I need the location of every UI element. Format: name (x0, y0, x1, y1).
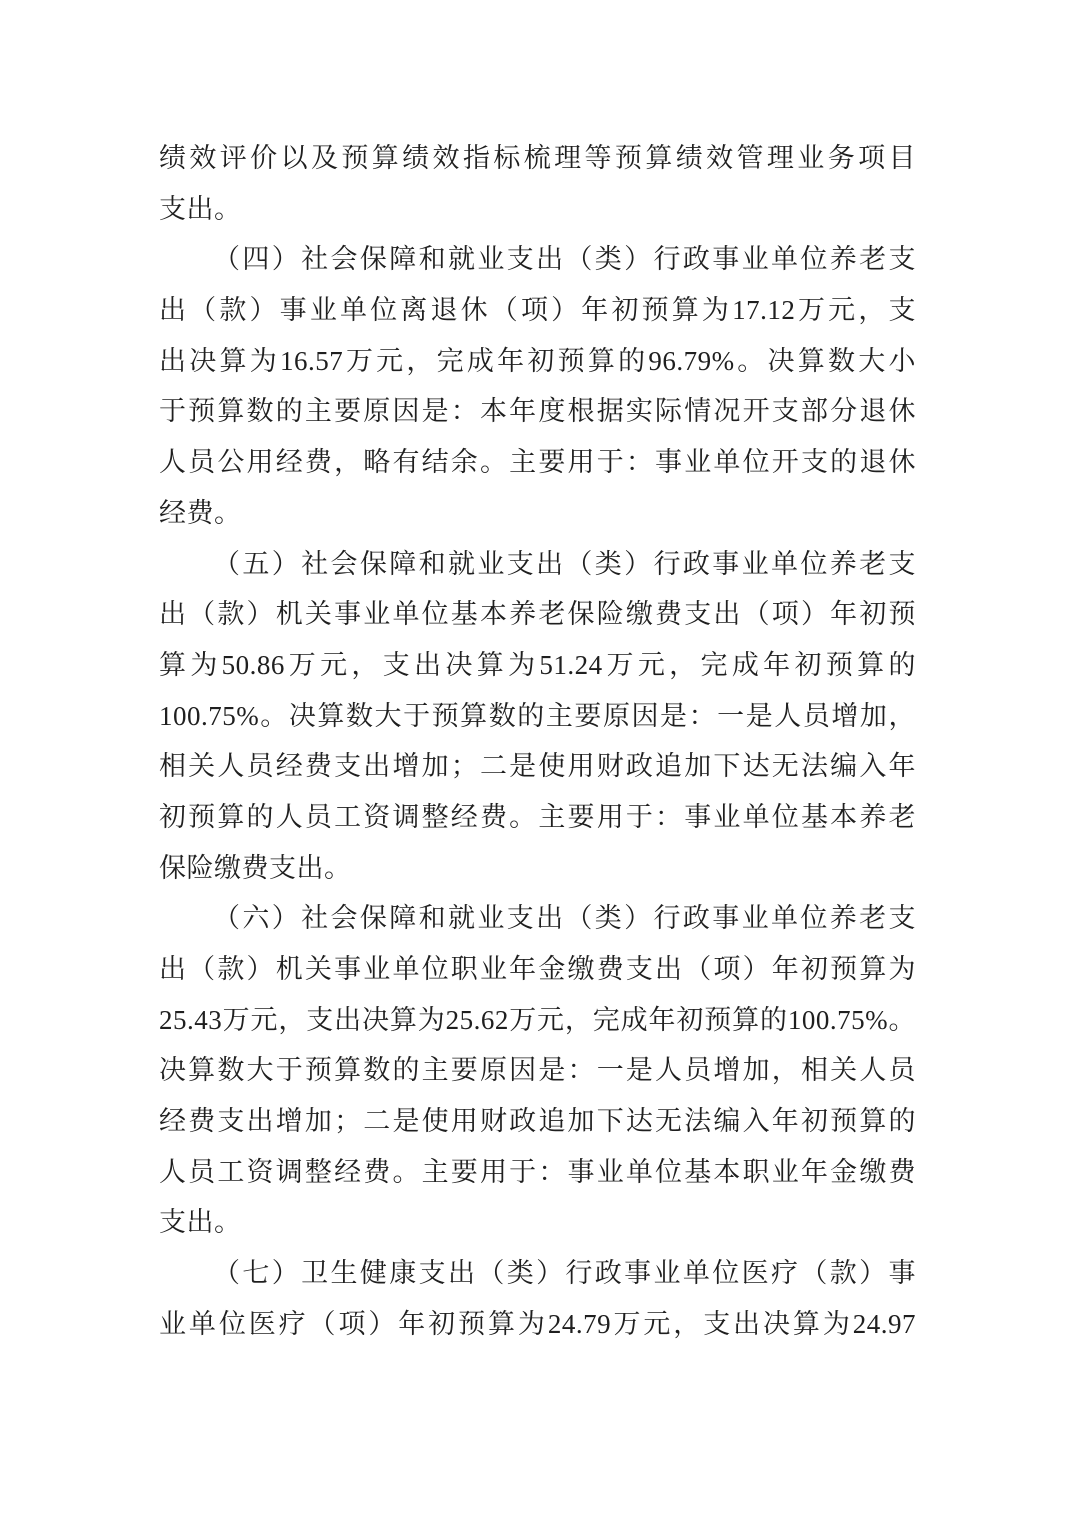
text-line: 人员工资调整经费。主要用于：事业单位基本职业年金缴费 (159, 1156, 916, 1187)
text-line: 绩效评价以及预算绩效指标梳理等预算绩效管理业务项目 (159, 143, 916, 173)
text-line: （五）社会保障和就业支出（类）行政事业单位养老支 (213, 548, 916, 579)
text-line: 相关人员经费支出增加；二是使用财政追加下达无法编入年 (159, 751, 916, 782)
text-line: 业单位医疗（项）年初预算为24.79万元，支出决算为24.97 (159, 1308, 916, 1339)
text-line: 出（款）机关事业单位职业年金缴费支出（项）年初预算为 (159, 954, 916, 984)
text-line: 出决算为16.57万元，完成年初预算的96.79%。决算数大小 (159, 345, 916, 376)
para-item-5 (159, 539, 916, 894)
text-line: 25.43万元，支出决算为25.62万元，完成年初预算的100.75%。 (159, 1004, 916, 1035)
text-line: 保险缴费支出。 (159, 852, 352, 883)
text-line: 初预算的人员工资调整经费。主要用于：事业单位基本养老 (159, 801, 916, 832)
document-body (159, 133, 916, 1350)
text-line: 经费支出增加；二是使用财政追加下达无法编入年初预算的 (159, 1106, 916, 1137)
para-continuation (159, 133, 916, 234)
para-item-7 (159, 1248, 916, 1349)
text-line: 决算数大于预算数的主要原因是：一是人员增加，相关人员 (159, 1055, 916, 1086)
text-line: （四）社会保障和就业支出（类）行政事业单位养老支 (213, 244, 916, 275)
para-item-6 (159, 893, 916, 1248)
text-line: 算为50.86万元，支出决算为51.24万元，完成年初预算的 (159, 649, 916, 680)
text-line: 经费。 (159, 497, 242, 528)
text-line: 出（款）事业单位离退休（项）年初预算为17.12万元，支 (159, 295, 916, 326)
text-line: 支出。 (159, 193, 242, 224)
text-line: 人员公用经费，略有结余。主要用于：事业单位开支的退休 (159, 447, 916, 478)
text-line: 出（款）机关事业单位基本养老保险缴费支出（项）年初预 (159, 599, 916, 630)
text-line: 支出。 (159, 1207, 242, 1238)
text-line: 100.75%。决算数大于预算数的主要原因是：一是人员增加， (159, 700, 916, 731)
text-line: （七）卫生健康支出（类）行政事业单位医疗（款）事 (213, 1258, 916, 1289)
text-line: 于预算数的主要原因是：本年度根据实际情况开支部分退休 (159, 396, 916, 427)
para-item-4 (159, 234, 916, 538)
text-line: （六）社会保障和就业支出（类）行政事业单位养老支 (213, 903, 916, 934)
